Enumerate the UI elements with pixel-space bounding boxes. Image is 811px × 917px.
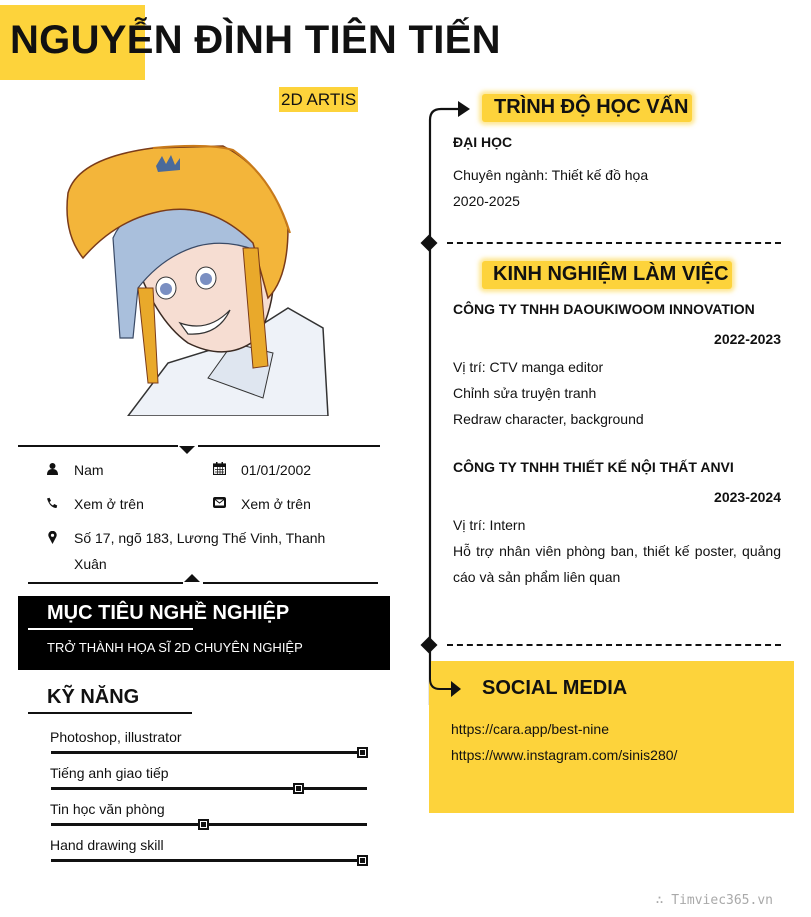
info-divider-bottom-right (203, 582, 378, 584)
skill-level-knob (357, 855, 368, 866)
map-pin-icon (45, 530, 59, 544)
triangle-down-icon (179, 446, 195, 454)
job-line: Vị trí: CTV manga editor (453, 359, 604, 375)
avatar-illustration-icon (58, 138, 350, 416)
skill-bar (51, 823, 367, 826)
objective-title: MỤC TIÊU NGHỀ NGHIỆP (47, 602, 290, 624)
job-years: 2022-2023 (714, 331, 781, 347)
skills-underline (28, 712, 192, 714)
skill-bar (51, 751, 367, 754)
info-divider-bottom-left (28, 582, 183, 584)
job-line: Vị trí: Intern (453, 517, 526, 533)
skill-level-knob (198, 819, 209, 830)
job-line: Chỉnh sửa truyện tranh (453, 385, 597, 401)
section-dashed-divider (447, 644, 781, 646)
email-value: Xem ở trên (241, 496, 311, 512)
social-arrow-icon (427, 655, 467, 701)
job-company: CÔNG TY TNHH DAOUKIWOOM INNOVATION (453, 301, 755, 317)
skill-bar (51, 787, 367, 790)
job-company: CÔNG TY TNHH THIẾT KẾ NỘI THẤT ANVI (453, 459, 734, 475)
phone-icon (45, 496, 59, 510)
calendar-icon (212, 461, 226, 475)
experience-title: KINH NGHIỆM LÀM VIỆC (493, 263, 729, 285)
info-divider-top-right (198, 445, 380, 447)
job-title-badge: 2D ARTIS (279, 87, 358, 112)
career-objective-section (18, 596, 390, 670)
education-major: Chuyên ngành: Thiết kế đồ họa (453, 167, 649, 183)
education-degree: ĐẠI HỌC (453, 134, 513, 150)
skill-label: Photoshop, illustrator (50, 729, 182, 745)
job-line: Redraw character, background (453, 411, 644, 427)
skill-label: Tin học văn phòng (50, 801, 165, 817)
skill-bar (51, 859, 367, 862)
avatar (58, 138, 350, 416)
skill-level-knob (357, 747, 368, 758)
objective-underline (28, 628, 193, 630)
job-line: Hỗ trợ nhân viên phòng ban, thiết kế poster, quảng cáo và sản phẩm liên quan (453, 543, 781, 585)
skills-title: KỸ NĂNG (47, 686, 140, 708)
skill-label: Hand drawing skill (50, 837, 164, 853)
watermark: ∴ Timviec365.vn (655, 893, 773, 908)
job-years: 2023-2024 (714, 489, 781, 505)
phone-value: Xem ở trên (74, 496, 144, 512)
address-value: Số 17, ngõ 183, Lương Thế Vinh, Thanh Xuân (74, 530, 326, 572)
info-divider-top-left (18, 445, 178, 447)
education-years: 2020-2025 (453, 193, 520, 209)
section-dashed-divider (447, 242, 781, 244)
gender-value: Nam (74, 462, 104, 478)
skill-level-knob (293, 783, 304, 794)
triangle-up-icon (184, 574, 200, 582)
social-link-instagram[interactable]: https://www.instagram.com/sinis280/ (451, 747, 678, 763)
user-icon (45, 462, 59, 476)
objective-text: TRỞ THÀNH HỌA SĨ 2D CHUYÊN NGHIỆP (47, 640, 303, 655)
candidate-name: NGUYỄN ĐÌNH TIÊN TIẾN (10, 18, 501, 62)
birthday-value: 01/01/2002 (241, 462, 312, 478)
social-link-cara[interactable]: https://cara.app/best-nine (451, 721, 609, 737)
social-title: SOCIAL MEDIA (482, 677, 628, 699)
skill-label: Tiếng anh giao tiếp (50, 765, 169, 781)
education-title: TRÌNH ĐỘ HỌC VẤN (494, 96, 689, 118)
envelope-icon (212, 495, 226, 509)
